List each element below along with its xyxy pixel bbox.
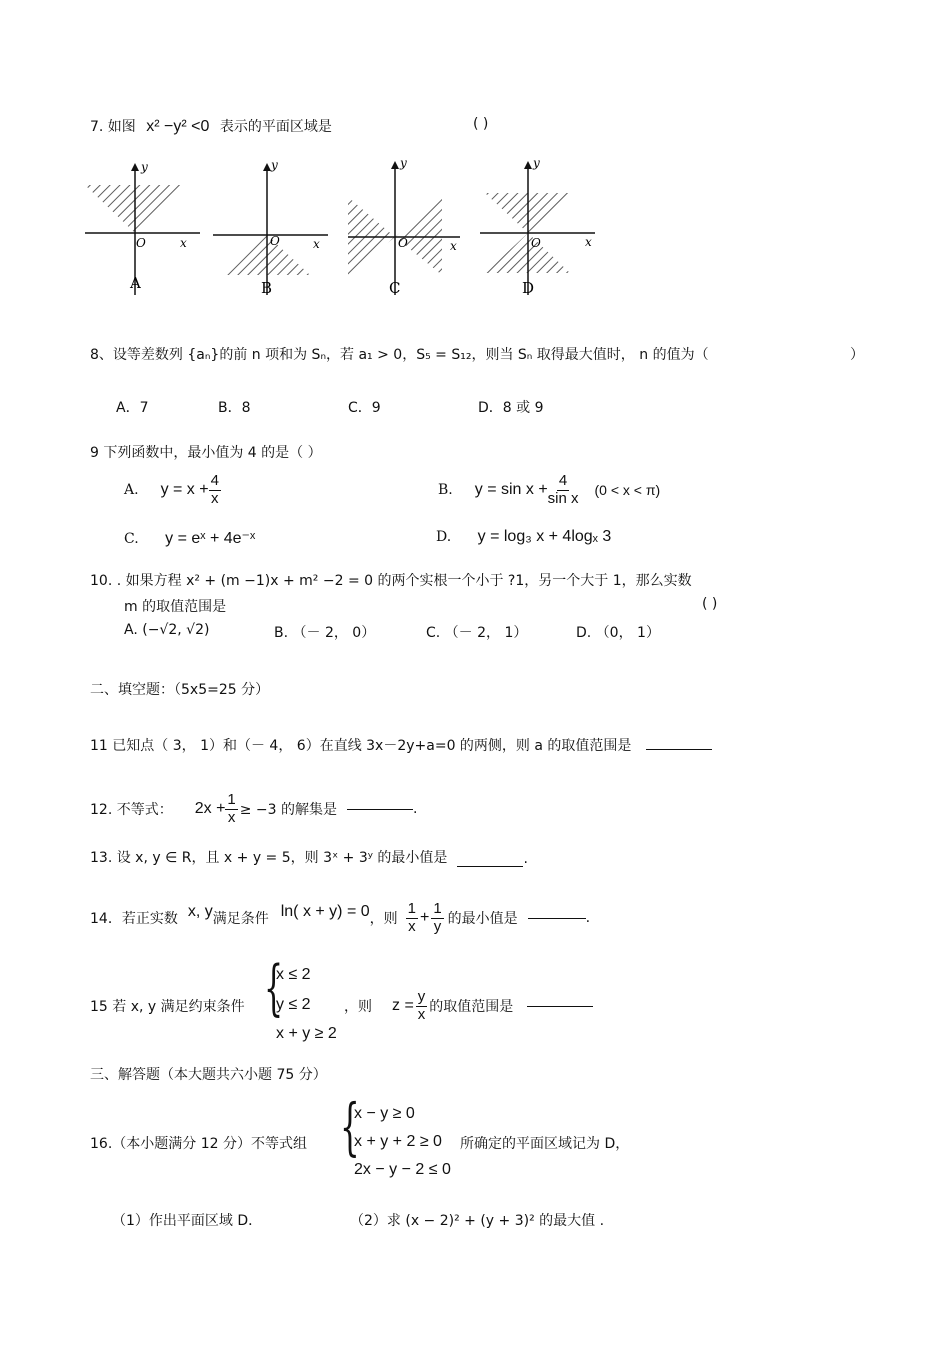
q14-prefix: 14．若正实数: [90, 911, 178, 927]
q10-paren: ( ): [702, 596, 718, 612]
figure-b-y-label: y: [271, 158, 278, 172]
q14-num2: 1: [433, 900, 442, 917]
q14-line: [90, 893, 590, 943]
q13-line: [90, 847, 528, 867]
q14-den2: y: [433, 917, 442, 935]
q7-prefix: 7. 如图: [90, 119, 136, 135]
q9-option-c: [124, 528, 255, 548]
q11-text: 11 已知点（ 3， 1）和（－ 4， 6）在直线 3x－2y+a=0 的两侧，则 a 的取值范围是: [90, 738, 632, 754]
q16-part-1: （1）作出平面区域 D．: [112, 1213, 263, 1229]
q11-answer-blank[interactable]: [646, 749, 712, 750]
figure-c-label: C: [389, 279, 401, 297]
q12-line: [90, 785, 417, 833]
q9-a-fraction: [209, 473, 221, 507]
q15-num: y: [417, 988, 426, 1005]
figure-b: [213, 158, 328, 297]
q15-answer-blank[interactable]: [527, 1006, 593, 1007]
q13-answer-blank[interactable]: [457, 866, 523, 867]
q9-b-den: sin x: [547, 489, 579, 507]
figure-c: [348, 156, 460, 297]
q9-text: 9 下列函数中，最小值为 4 的是（ ）: [90, 445, 322, 461]
q7-line: [90, 116, 332, 136]
q14-plus: +: [419, 909, 430, 926]
figure-b-x-label: x: [313, 237, 320, 251]
figure-c-y-label: y: [400, 156, 407, 170]
figure-c-origin: O: [398, 236, 408, 250]
q9-option-d: [436, 528, 611, 546]
q9-option-b: [438, 468, 660, 512]
q9-a-den: x: [211, 489, 219, 507]
q9-a-num: 4: [210, 472, 219, 489]
q14-fraction-2: [431, 901, 443, 935]
figure-a-y-label: y: [141, 160, 148, 174]
q13-end: .: [523, 851, 528, 867]
figure-a-origin: O: [136, 236, 146, 250]
q15-z: z =: [392, 997, 414, 1014]
q15-post: 的取值范围是: [429, 999, 514, 1015]
q15-brace: {: [264, 953, 284, 1023]
q15-then: ，则: [344, 999, 372, 1015]
q12-num: 1: [227, 791, 236, 808]
q16-prefix: [90, 1133, 307, 1153]
q10-option-d: D. （0， 1）: [576, 625, 660, 641]
figure-a-x-label: x: [180, 236, 187, 250]
q9-b-num: 4: [558, 472, 568, 489]
q14-then: ，则: [369, 911, 398, 927]
q7-region-figures: [80, 155, 610, 305]
figure-b-label: B: [261, 279, 273, 297]
q7-answer-paren: ( ): [473, 116, 489, 132]
figure-d-x-label: x: [585, 235, 592, 249]
q12-fraction: [225, 792, 237, 826]
q14-den1: x: [408, 917, 416, 935]
q16-brace: {: [340, 1090, 360, 1163]
figure-a: [85, 160, 200, 295]
q14-condition: ln( x + y) = 0: [280, 903, 370, 920]
q12-expr-pre: 2x +: [194, 800, 226, 817]
q14-answer-blank[interactable]: [528, 918, 586, 919]
q10-option-a: A. (−√2, √2): [124, 622, 210, 638]
q14-fraction-1: [406, 901, 418, 935]
q14-post: 的最小值是: [447, 911, 518, 927]
figure-d-origin: O: [531, 236, 541, 250]
figure-d-y-label: y: [533, 156, 540, 170]
section-solutions-title: 三、解答题（本大题共六小题 75 分）: [90, 1067, 327, 1083]
q9-d-expr: y = log₃ x + 4logₓ 3: [477, 528, 612, 545]
q10-option-c: C. （－ 2， 1）: [426, 625, 528, 641]
section-fill-in-title: 二、填空题：（5x5=25 分）: [90, 682, 270, 698]
q12-expr-post: ≥ −3 的解集是: [239, 802, 338, 818]
q8-option-d: D．8 或 9: [478, 400, 544, 416]
q8-option-b: B．8: [218, 400, 251, 416]
q8-option-a: A．7: [116, 400, 149, 416]
figure-c-x-label: x: [450, 239, 457, 253]
q10-line1: 10. . 如果方程 x² + (m −1)x + m² −2 = 0 的两个实根一个小于 ?1，另一个大于 1，那么实数: [90, 573, 692, 589]
q13-text: 13. 设 x, y ∈ R，且 x + y = 5，则 3ˣ + 3ʸ 的最小值是: [90, 850, 448, 866]
q9-c-expr: y = eˣ + 4e⁻ˣ: [165, 530, 256, 547]
q9-option-a: [124, 468, 221, 512]
q9-a-expr: y = x +: [160, 481, 209, 498]
q15-target-line: [344, 984, 593, 1028]
q12-answer-blank[interactable]: [347, 809, 413, 810]
figure-b-origin: O: [270, 234, 280, 248]
q8-text: 8、设等差数列 {aₙ}的前 n 项和为 Sₙ，若 a₁ > 0，S₅ = S₁₂，则当 Sₙ 取得最大值时， n 的值为（: [90, 347, 709, 363]
q16-prefix-text: 16.（本小题满分 12 分）不等式组: [90, 1136, 307, 1152]
q9-a-label: A.: [124, 482, 139, 498]
q12-den: x: [227, 808, 236, 826]
q9-c-label: C.: [124, 531, 139, 547]
q9-b-fraction: [548, 473, 579, 507]
q9-b-condition: (0 < x < π): [594, 482, 661, 498]
q16-constraint-2: x + y + 2 ≥ 0: [354, 1133, 442, 1150]
figure-d-label: D: [522, 279, 535, 297]
q14-vars: x, y: [187, 903, 213, 920]
q14-mid: 满足条件: [212, 911, 269, 927]
q8-close-paren: ）: [850, 347, 864, 363]
q14-end: .: [585, 910, 591, 926]
q7-inequality: x² −y² <0: [146, 118, 210, 135]
q11-line: [90, 735, 712, 755]
q12-end: .: [413, 801, 418, 817]
q15-constraint-2: y ≤ 2: [276, 996, 311, 1013]
q16-constraint-1: x − y ≥ 0: [354, 1105, 415, 1122]
figure-d: [480, 156, 595, 297]
q14-num1: 1: [407, 900, 416, 917]
q9-b-expr: y = sin x +: [474, 481, 548, 498]
q7-suffix: 表示的平面区域是: [219, 119, 332, 135]
q15-fraction: [416, 989, 428, 1023]
figure-a-label: A: [130, 274, 141, 292]
q9-d-label: D.: [436, 529, 452, 545]
q16-constraint-3: 2x − y − 2 ≤ 0: [354, 1161, 451, 1178]
q12-prefix: 12. 不等式：: [90, 802, 173, 818]
q8-option-c: C．9: [348, 400, 381, 416]
q9-b-label: B.: [438, 482, 453, 498]
q10-line2: m 的取值范围是: [124, 599, 227, 615]
q15-prefix: 15 若 x, y 满足约束条件: [90, 999, 245, 1015]
q15-constraint-3: x + y ≥ 2: [276, 1025, 337, 1042]
q15-den: x: [417, 1005, 426, 1023]
q16-part-2: （2）求 (x − 2)² + (y + 3)² 的最大值 .: [350, 1213, 605, 1229]
q10-option-b: B. （－ 2， 0）: [274, 625, 376, 641]
q15-constraint-1: x ≤ 2: [276, 966, 311, 983]
q16-post: 所确定的平面区域记为 D，: [460, 1136, 630, 1152]
